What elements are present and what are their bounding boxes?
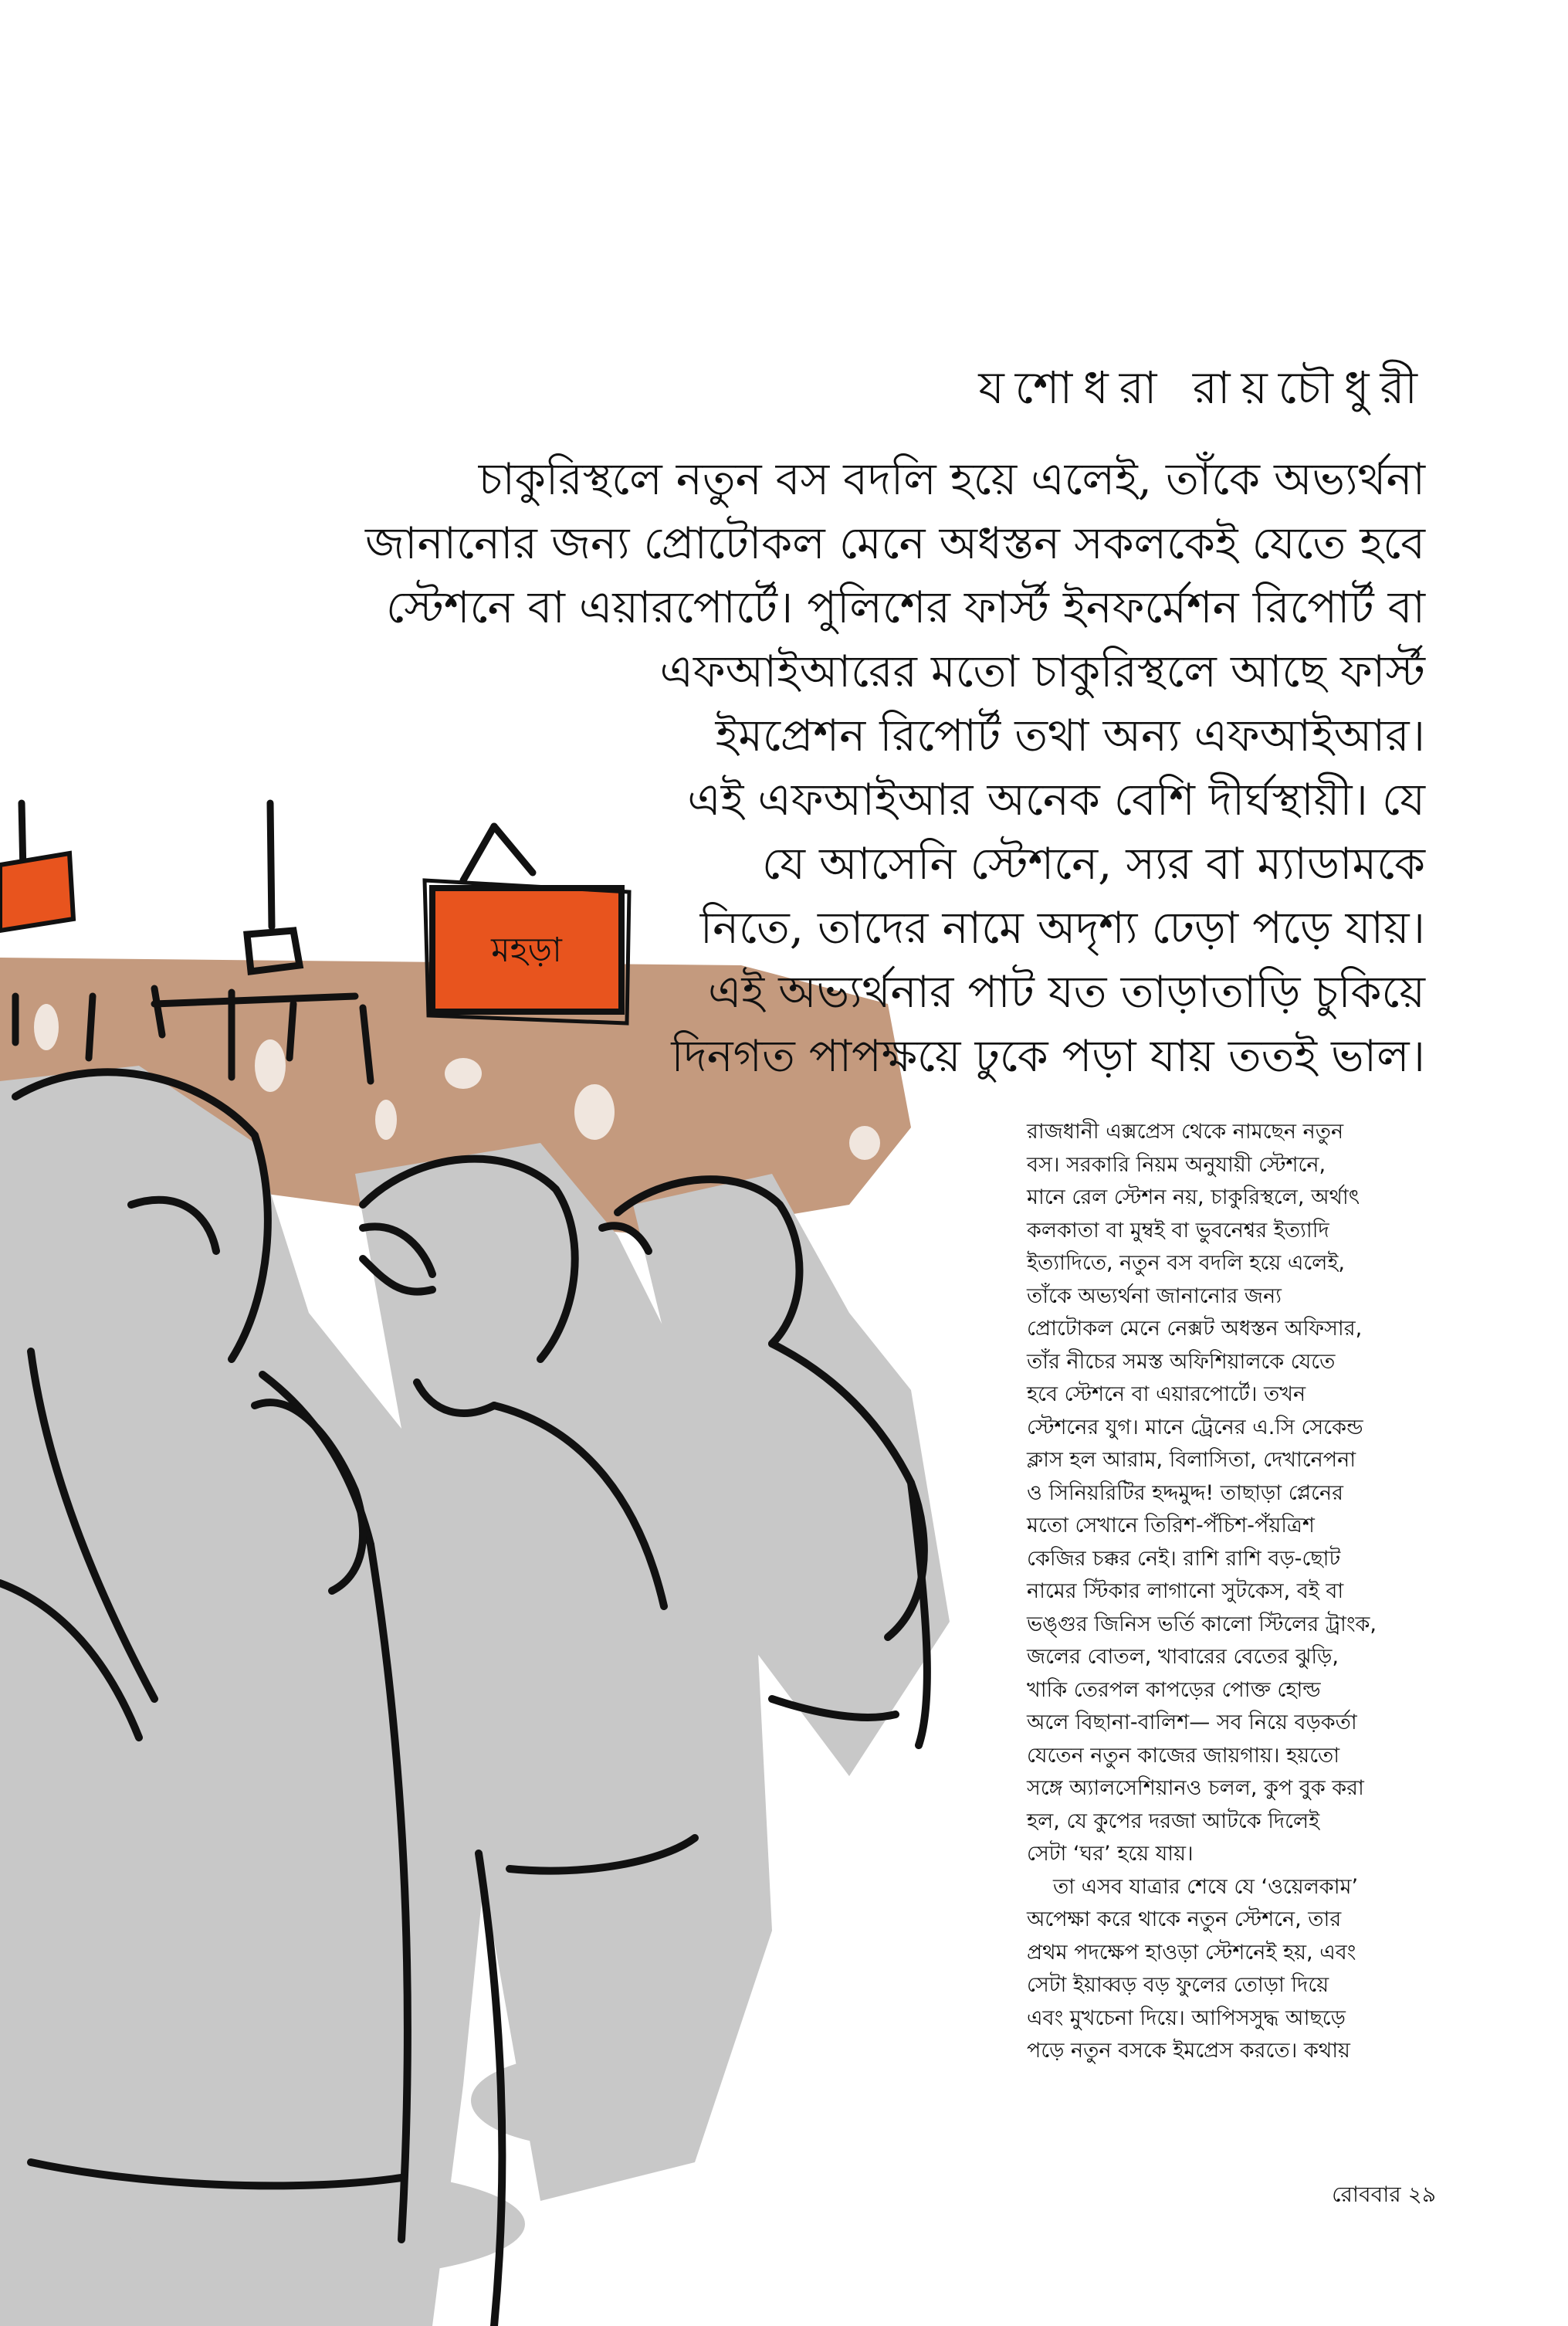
body-line: এবং মুখচেনা দিয়ে। আপিসসুদ্ধ আছড়ে [1027,2006,1346,2030]
body-line: জলের বোতল, খাবারের বেতের ঝুড়ি, [1027,1645,1339,1669]
lead-line: দিনগত পাপক্ষয়ে ঢুকে পড়া যায় ততই ভাল। [671,1031,1425,1082]
body-line: ও সিনিয়রিটির হদ্দমুদ্দ! তাছাড়া প্লেনের [1027,1480,1343,1505]
body-line: নামের স্টিকার লাগানো সুটকেস, বই বা [1027,1579,1344,1603]
body-line: হল, যে কুপের দরজা আটকে দিলেই [1027,1809,1320,1833]
body-line: ক্লাস হল আরাম, বিলাসিতা, দেখানেপনা [1027,1448,1356,1472]
lead-line: যে আসেনি স্টেশনে, স্যর বা ম্যাডামকে [762,839,1425,890]
body-line: প্রোটোকল মেনে নেক্সট অধস্তন অফিসার, [1027,1317,1363,1341]
body-line: সেটা ‘ঘর’ হয়ে যায়। [1027,1842,1194,1866]
lead-line: স্টেশনে বা এয়ারপোর্টে। পুলিশের ফার্স্ট ইনফর্মেশন রিপোর্ট বা [386,582,1425,633]
body-line: স্টেশনের যুগ। মানে ট্রেনের এ.সি সেকেন্ড [1027,1415,1363,1439]
body-line: অলে বিছানা-বালিশ— সব নিয়ে বড়কর্তা [1027,1711,1357,1734]
body-line: ইত্যাদিতে, নতুন বস বদলি হয়ে এলেই, [1027,1251,1345,1275]
body-line: তা এসব যাত্রার শেষে যে ‘ওয়েলকাম’ [1053,1874,1359,1899]
orange-sign-small [0,853,73,931]
body-line: মানে রেল স্টেশন নয়, চাকুরিস্থলে, অর্থাৎ [1027,1185,1360,1209]
body-line: অপেক্ষা করে থাকে নতুন স্টেশনে, তার [1027,1907,1342,1931]
body-line: বস। সরকারি নিয়ম অনুযায়ী স্টেশনে, [1027,1152,1326,1177]
body-line: কলকাতা বা মুম্বই বা ভুবনেশ্বর ইত্যাদি [1027,1218,1329,1243]
body-line: ভঙ্গুর জিনিস ভর্তি কালো স্টিলের ট্রাংক, [1027,1612,1377,1636]
body-text-column [1027,1116,1436,2068]
body-line: রাজধানী এক্সপ্রেস থেকে নামছেন নতুন [1027,1120,1344,1144]
body-line: হবে স্টেশনে বা এয়ারপোর্টে। তখন [1027,1382,1306,1406]
body-line: কেজির চক্কর নেই। রাশি রাশি বড়-ছোট [1027,1546,1341,1571]
lead-line: জানানোর জন্য প্রোটোকল মেনে অধস্তন সকলকেই যেতে হবে [365,518,1425,569]
lead-line: এই এফআইআর অনেক বেশি দীর্ঘস্থায়ী। যে [687,775,1425,826]
lead-line: এই অভ্যর্থনার পাট যত তাড়াতাড়ি চুকিয়ে [708,967,1425,1018]
byline-author: যশোধরা রায়চৌধুরী [978,361,1428,414]
body-line: তাঁর নীচের সমস্ত অফিশিয়ালকে যেতে [1027,1349,1336,1374]
body-line: প্রথম পদক্ষেপ হাওড়া স্টেশনেই হয়, এবং [1027,1940,1356,1965]
body-line: খাকি তেরপল কাপড়ের পোক্ত হোল্ড [1027,1677,1321,1702]
body-line: সঙ্গে অ্যালসেশিয়ানও চলল, কুপ বুক করা [1027,1776,1364,1800]
body-line: তাঁকে অভ্যর্থনা জানানোর জন্য [1027,1283,1282,1308]
body-line: যেতেন নতুন কাজের জায়গায়। হয়তো [1027,1743,1340,1768]
page-folio: রোববার ২৯ [1332,2182,1436,2207]
lead-line: চাকুরিস্থলে নতুন বস বদলি হয়ে এলেই, তাঁকে অভ্যর্থনা [478,454,1425,505]
lead-paragraph [298,448,1425,1089]
lead-line: ইমপ্রেশন রিপোর্ট তথা অন্য এফআইআর। [715,710,1425,761]
lead-line: এফআইআরের মতো চাকুরিস্থলে আছে ফার্স্ট [659,646,1425,697]
sign-text: মহড়া [491,931,562,970]
body-line: পড়ে নতুন বসকে ইমপ্রেস করতে। কথায় [1027,2039,1350,2063]
lead-line: নিতে, তাদের নামে অদৃশ্য ঢেড়া পড়ে যায়। [699,903,1425,954]
figure-shadows [0,1066,950,2326]
body-line: মতো সেখানে তিরিশ-পঁচিশ-পঁয়ত্রিশ [1027,1514,1315,1538]
body-line: সেটা ইয়াব্বড় বড় ফুলের তোড়া দিয়ে [1027,1973,1329,1997]
